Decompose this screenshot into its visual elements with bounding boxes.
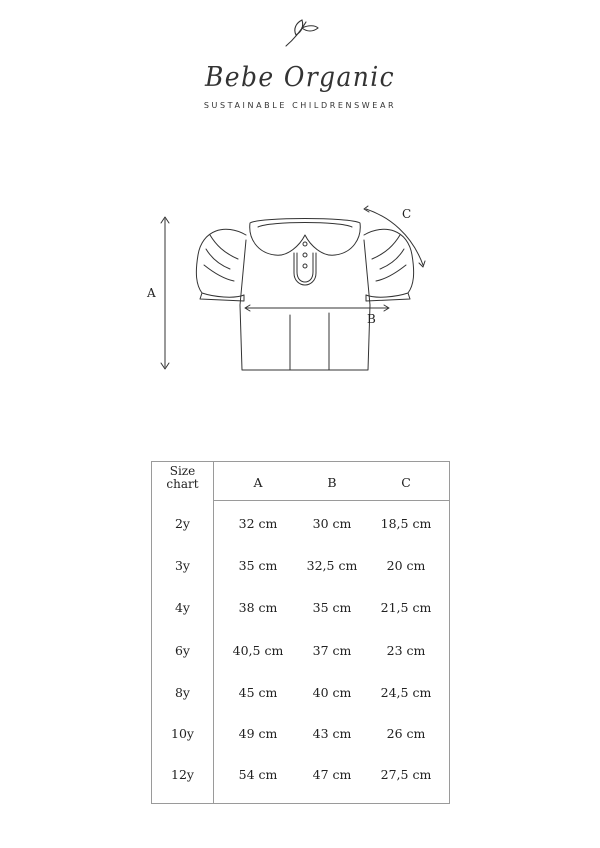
brand-name: Bebe Organic (204, 62, 395, 93)
table-cell-a: 38 cm (238, 600, 278, 615)
dimension-b-arrow (245, 305, 389, 311)
table-cell-a: 45 cm (238, 685, 278, 700)
size-chart-table (151, 461, 450, 804)
table-cell-b: 30 cm (312, 516, 352, 531)
table-row-size: 4y (174, 600, 190, 615)
brand-tagline: SUSTAINABLE CHILDRENSWEAR (203, 101, 397, 110)
table-row-size: 6y (174, 643, 190, 658)
leaf-sprig-icon (286, 20, 318, 46)
table-row-size: 3y (174, 558, 190, 573)
right-sleeve (364, 229, 414, 297)
column-divider (213, 462, 214, 803)
garment-diagram (130, 195, 450, 385)
table-cell-b: 40 cm (312, 685, 352, 700)
table-row-size: 10y (171, 726, 194, 741)
table-cell-b: 37 cm (312, 643, 352, 658)
blouse-body (240, 240, 370, 370)
table-cell-a: 54 cm (238, 767, 278, 782)
table-cell-c: 20 cm (386, 558, 426, 573)
table-cell-c: 27,5 cm (380, 767, 432, 782)
table-cell-c: 18,5 cm (380, 516, 432, 531)
blouse-illustration (130, 195, 450, 385)
dimension-a-arrow (161, 217, 169, 369)
table-cell-a: 35 cm (238, 558, 278, 573)
column-header-c: C (401, 475, 411, 490)
table-row-size: 2y (174, 516, 190, 531)
table-cell-c: 26 cm (386, 726, 426, 741)
table-cell-b: 47 cm (312, 767, 352, 782)
column-header-b: B (327, 475, 337, 490)
left-sleeve (196, 229, 246, 297)
table-cell-a: 32 cm (238, 516, 278, 531)
table-cell-c: 21,5 cm (380, 600, 432, 615)
table-cell-b: 43 cm (312, 726, 352, 741)
peter-pan-collar (250, 219, 361, 256)
brand-logo (0, 0, 600, 130)
label-a: A (147, 286, 156, 300)
table-cell-b: 35 cm (312, 600, 352, 615)
column-header-a: A (253, 475, 263, 490)
label-b: B (367, 312, 376, 326)
table-row-size: 12y (171, 767, 194, 782)
corner-line-1: Size (169, 464, 196, 478)
dimension-c-arrow (364, 206, 425, 267)
label-c: C (402, 207, 412, 221)
table-cell-c: 24,5 cm (380, 685, 432, 700)
table-cell-a: 49 cm (238, 726, 278, 741)
table-row-size: 8y (174, 685, 190, 700)
size-chart-corner-label (152, 465, 213, 491)
header-divider (213, 500, 450, 501)
table-cell-c: 23 cm (386, 643, 426, 658)
table-cell-a: 40,5 cm (232, 643, 284, 658)
corner-line-2: chart (166, 477, 199, 491)
table-cell-b: 32,5 cm (306, 558, 358, 573)
